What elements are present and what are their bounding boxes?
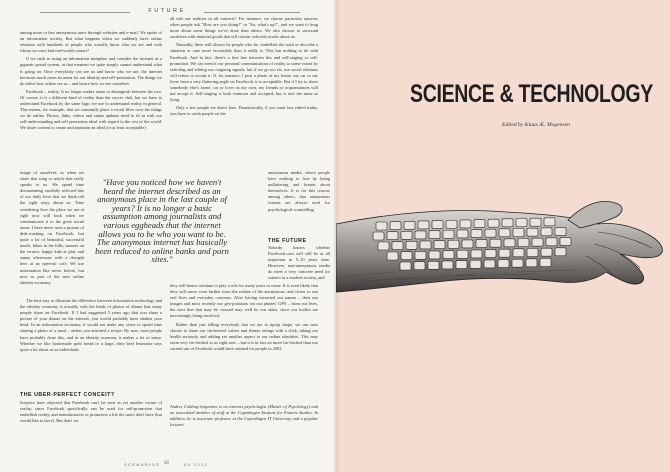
paragraph: anonymous media, where people have nothing to lose by being unflattering and honest about themselves. It is for this reason, among others, that anonymous forums are always used for psychological counselling. bbox=[268, 170, 330, 212]
column-2-bottom bbox=[170, 283, 318, 354]
paragraph: Naturally, there will always be people who lie, embellish the truth or describe a situation or case more favourably than it really is. This has nothing to do with Facebook. And in fact, there's a fine line between lies and self-staging or self-promotion. We can stretch our personal communication of reality to some extent by selecting and editing our outgoing signals; but if we go too far, our social relations will refuse to accept it. If, for instance, I post a photo of my home, my car or my lover from a very flattering angle on Facebook, it is acceptable. But if I try to show somebody else's home, car or lover as my own, my friends or acquaintances will not accept it. Self-staging is both common and accepted, but it isn't the same as lying. bbox=[170, 42, 318, 103]
subheading: THE UBER-PERFECT CONCEIT? bbox=[20, 392, 115, 398]
keyboard-key bbox=[504, 239, 515, 247]
column-2-narrow-2 bbox=[268, 245, 330, 284]
keyboard-key bbox=[516, 219, 527, 227]
keyboard-key bbox=[499, 229, 510, 237]
keyboard-key bbox=[527, 249, 538, 257]
paragraph: The best way to illustrate the difference between information technology and the identity economy is actually with the kinds of photos of dinner that many people share on Facebook. If I had suggested 5 years ago that you share a picture of your dinner on the internet, you would probably have shaken your head. In an information economy, it would not make any sense to spend time sharing a photo of a meal – unless you attached a recipe. By now, most people have probably done this, and in an identity economy it makes a lot of sense. Whether we like homemade spelt bread or a large, dirty beef béarnaise says quite a lot about us as individuals. bbox=[20, 298, 162, 352]
paragraph: all edit our realities in all contexts? For instance, we choose particular answers when people ask "How are you doing?" or "So, what's up?", and we want to brag more about some things we've done than others. We also choose to surround ourselves with material goods that tell certain, selected stories about us. bbox=[170, 16, 318, 40]
keyboard-key bbox=[390, 222, 401, 230]
keyboard-key bbox=[541, 248, 552, 256]
keyboard-key bbox=[376, 222, 387, 230]
keyboard-key bbox=[474, 220, 485, 228]
keyboard-key bbox=[541, 228, 552, 236]
column-2-narrow bbox=[268, 170, 330, 215]
paragraph: Facebook – reality. It no longer makes sense to distinguish between the two. Of course, it is a different kind of reality than the soccer club, but we have to understand Facebook by the same logic we use to understand reality in general. This means, for example, that we constantly place a social filter over the things we do online. Photos, links, videos and status updates need to fit in with our self-understanding and self-promotion ideal with regard to the rest of the world. We share content to create and maintain an ideal (or at least acceptable) bbox=[20, 88, 162, 131]
keyboard-key bbox=[429, 231, 440, 239]
keyboard-key bbox=[442, 261, 453, 269]
keyboard-key bbox=[387, 232, 398, 240]
keyboard-key bbox=[429, 251, 440, 259]
pull-quote: "Have you noticed how we haven't heard the internet described as an anonymous place in the last couple of years? It is no longer a basic assumption among journalists and various eggheads that the internet allows you to be who you want to be. The anonymous internet has basically been reduced to online banks and porn sites." bbox=[95, 177, 229, 265]
keyboard-key bbox=[457, 250, 468, 258]
keyboard-key bbox=[420, 241, 431, 249]
keyboard-key bbox=[502, 219, 513, 227]
page-number: 46 bbox=[164, 461, 169, 466]
header-rule-left bbox=[40, 12, 130, 13]
editor-credit: Edited by Klaus Æ. Mogensen bbox=[502, 122, 570, 128]
keyboard-key bbox=[532, 238, 543, 246]
column-1-top bbox=[20, 30, 162, 134]
keyboard-key bbox=[555, 227, 566, 235]
keyboard-key bbox=[387, 252, 398, 260]
paragraph: among more or less anonymous users through websites and e-mail. We spoke of an information society. But what happens when we suddenly have online relations with hundreds of people who actually know who we are and with whom we once had real-world contact? bbox=[20, 30, 162, 54]
keyboard-key bbox=[415, 231, 426, 239]
keyboard-key bbox=[476, 240, 487, 248]
keyboard-key bbox=[443, 230, 454, 238]
keyboard-key bbox=[443, 251, 454, 259]
keyboard-key bbox=[392, 242, 403, 250]
keyboard-key bbox=[401, 231, 412, 239]
keyboard-key bbox=[446, 220, 457, 228]
paragraph: Rather than just telling everybody that we are in tiptop shape, we can now choose to share our cholesterol values and fitness ratings with a click, taking our health seriously and adding yet another aspect to our online identities. This may seem very far-fetched to us right now – but it is in fact no more far-fetched than our current use of Facebook would have seemed for people in 2002. bbox=[170, 321, 318, 351]
section-headline: SCIENCE & TECHNOLOGY bbox=[410, 80, 653, 108]
keyboard-key bbox=[490, 239, 501, 247]
keyboard-key bbox=[470, 260, 481, 268]
paragraph: Only a few people are direct liars. Paradoxically, if you want less edited truths, you have to catch people on the bbox=[170, 105, 318, 117]
keyboard-key bbox=[414, 262, 425, 270]
keyboard-key bbox=[544, 218, 555, 226]
paragraph: Nobody knows whether Facebook.com will still be at all important in 5–10 years time. However, non-anonymous media do meet a very concrete need for contact in a modern society, and bbox=[268, 245, 330, 281]
keyboard-key bbox=[512, 259, 523, 267]
keyboard-key bbox=[498, 260, 509, 268]
keyboard-key bbox=[530, 218, 541, 226]
paragraph: image of ourselves; as when we share that song or article that really speaks to us. We spend time documenting carefully selected bits of our daily lives that we think tell the right story about us. Time wondering how the place we are at right now will look when we communicate it to the great social arena. I have never seen a picture of dish-washing on Facebook, but quite a lot of beautiful, successful meals, hikes in the hills, sunsets on the terrace, happy kids at play and sunny afternoons with a drought beer at an open-air cafe. We use information like never before, but now as part of the new online identity economy. bbox=[20, 170, 84, 285]
keyboard-key bbox=[484, 260, 495, 268]
keyboard-key bbox=[488, 219, 499, 227]
keyboard-key bbox=[471, 250, 482, 258]
keyboard-key bbox=[415, 251, 426, 259]
header-rule-right bbox=[204, 12, 300, 13]
keyboard-key bbox=[526, 259, 537, 267]
column-1-end bbox=[20, 400, 162, 426]
keyboard-key bbox=[513, 249, 524, 257]
keyboard-key bbox=[560, 237, 571, 245]
keyboard-key bbox=[373, 232, 384, 240]
keyboard-key bbox=[434, 241, 445, 249]
keyboard-key bbox=[555, 248, 566, 256]
paragraph: they will hence continue to play a role for many years to come. It is even likely that they will move even further from the realms of the anonymous, and closer to our real lives and everyday concerns. After having extracted our names – then our images and most recently our geo-positions via our phones' GPS – from our lives, the next line that may be crossed may well be our skins, since our bodies are increasingly being involved. bbox=[170, 283, 318, 319]
keyboard-key bbox=[378, 242, 389, 250]
keyboard-key bbox=[462, 240, 473, 248]
keyboard-key bbox=[540, 259, 551, 267]
keyboard-key bbox=[471, 230, 482, 238]
paragraph: If we stick to using an information metaphor and consider the internet as a gigantic postal system, at that moment we quite simply cannot understand what is going on. Once everybody can see us and know who we are, the internet becomes much more an arena for our identity and self-promotion. The things we do affect how others see us – and hence how we see ourselves. bbox=[20, 56, 162, 86]
keyboard-key bbox=[428, 261, 439, 269]
section-label: FUTURE bbox=[148, 8, 186, 14]
keyboard-key bbox=[432, 221, 443, 229]
folio-section: SCENARIOS bbox=[124, 462, 161, 467]
keyboard-key bbox=[460, 220, 471, 228]
author-bio: Anders Colding-Jørgensen is an internet psychologist (Master of Psychology) and an associated member of staff at the Copenhagen Institute for Futures Studies. In addition, he is associate professor at the Copenhagen IT University and a popular lecturer. bbox=[170, 404, 318, 428]
keyboard-key bbox=[546, 238, 557, 246]
keyboard-key bbox=[404, 221, 415, 229]
keyboard-key bbox=[527, 228, 538, 236]
keyboard-key bbox=[406, 241, 417, 249]
keyboard-key bbox=[485, 250, 496, 258]
paragraph: Sceptics have objected that Facebook can't be seen as yet another corner of reality, since Facebook specifically can be used for self-promotion that embellish reality, and manufacturers or promoters a life the users don't have (but would like to have). But don't we bbox=[20, 400, 162, 424]
keyboard-key bbox=[418, 221, 429, 229]
keyboard-key bbox=[518, 239, 529, 247]
keyboard-key bbox=[456, 261, 467, 269]
keyboard-key bbox=[401, 252, 412, 260]
subheading: THE FUTURE bbox=[268, 238, 307, 244]
issue-date: 04 2012 bbox=[184, 462, 209, 467]
keyboard-key bbox=[448, 240, 459, 248]
keyboard-key bbox=[485, 229, 496, 237]
column-1-narrow bbox=[20, 170, 84, 288]
hand-keyboard-arm-illustration bbox=[336, 172, 670, 322]
column-1-bottom bbox=[20, 298, 162, 355]
column-2-top bbox=[170, 16, 318, 120]
keyboard-key bbox=[457, 230, 468, 238]
keyboard-key bbox=[513, 229, 524, 237]
keyboard-key bbox=[400, 262, 411, 270]
keyboard-key bbox=[499, 249, 510, 257]
